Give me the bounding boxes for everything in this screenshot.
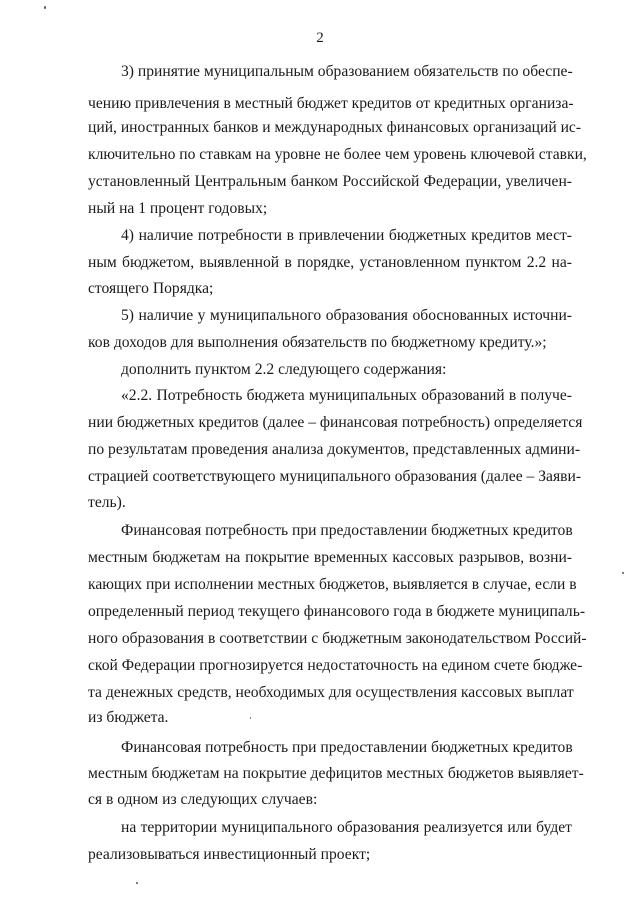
- text-line: ций, иностранных банков и международных финансовых организаций ис-: [88, 119, 582, 136]
- text-line: на территории муниципального образования реализуется или будет: [121, 819, 572, 836]
- text-line: Финансовая потребность при предоставлении бюджетных кредитов: [121, 739, 573, 756]
- text-line: установленный Центральным банком Российской Федерации, увеличен-: [88, 173, 572, 190]
- text-line: реализовываться инвестиционный проект;: [88, 846, 371, 863]
- scan-speck: [622, 572, 624, 574]
- text-line: из бюджета.: [88, 709, 169, 726]
- text-line: 3) принятие муниципальным образованием обязательств по обеспе-: [121, 63, 573, 80]
- scan-speck: [250, 717, 251, 719]
- text-line: кающих при исполнении местных бюджетов, выявляется в случае, если в: [88, 576, 577, 593]
- scan-speck: [136, 882, 138, 884]
- text-line: стоящего Порядка;: [88, 280, 214, 297]
- scan-speck: [44, 6, 46, 9]
- text-line: ного образования в соответствии с бюджетным законодательством Россий-: [88, 630, 587, 647]
- text-line: ный на 1 процент годовых;: [88, 200, 268, 217]
- page-number: 2: [316, 30, 324, 46]
- text-line: чению привлечения в местный бюджет кредитов от кредитных организа-: [88, 95, 574, 112]
- text-line: страцией соответствующего муниципального образования (далее – Заяви-: [88, 468, 582, 485]
- text-line: Финансовая потребность при предоставлении бюджетных кредитов: [121, 522, 573, 539]
- text-line: ков доходов для выполнения обязательств по бюджетному кредиту.»;: [88, 334, 547, 351]
- text-line: местным бюджетам на покрытие временных кассовых разрывов, возни-: [88, 549, 572, 566]
- text-line: «2.2. Потребность бюджета муниципальных образований в получе-: [121, 387, 572, 404]
- text-line: по результатам проведения анализа документов, представленных админи-: [88, 441, 581, 458]
- text-line: ской Федерации прогнозируется недостаточность на едином счете бюдже-: [88, 657, 583, 674]
- text-line: та денежных средств, необходимых для осуществления кассовых выплат: [88, 684, 574, 701]
- text-line: нии бюджетных кредитов (далее – финансовая потребность) определяется: [88, 414, 583, 431]
- text-line: тель).: [88, 494, 126, 511]
- text-line: местным бюджетам на покрытие дефицитов местных бюджетов выявляет-: [88, 765, 584, 782]
- text-line: 4) наличие потребности в привлечении бюджетных кредитов мест-: [121, 227, 572, 244]
- text-line: ся в одном из следующих случаев:: [88, 791, 318, 808]
- text-line: определенный период текущего финансового года в бюджете муниципаль-: [88, 603, 586, 620]
- text-line: ным бюджетом, выявленной в порядке, установленном пунктом 2.2 на-: [88, 254, 572, 271]
- text-line: дополнить пунктом 2.2 следующего содержания:: [121, 361, 447, 378]
- text-line: 5) наличие у муниципального образования обоснованных источни-: [121, 307, 572, 324]
- text-line: ключительно по ставкам на уровне не более чем уровень ключевой ставки,: [88, 146, 587, 163]
